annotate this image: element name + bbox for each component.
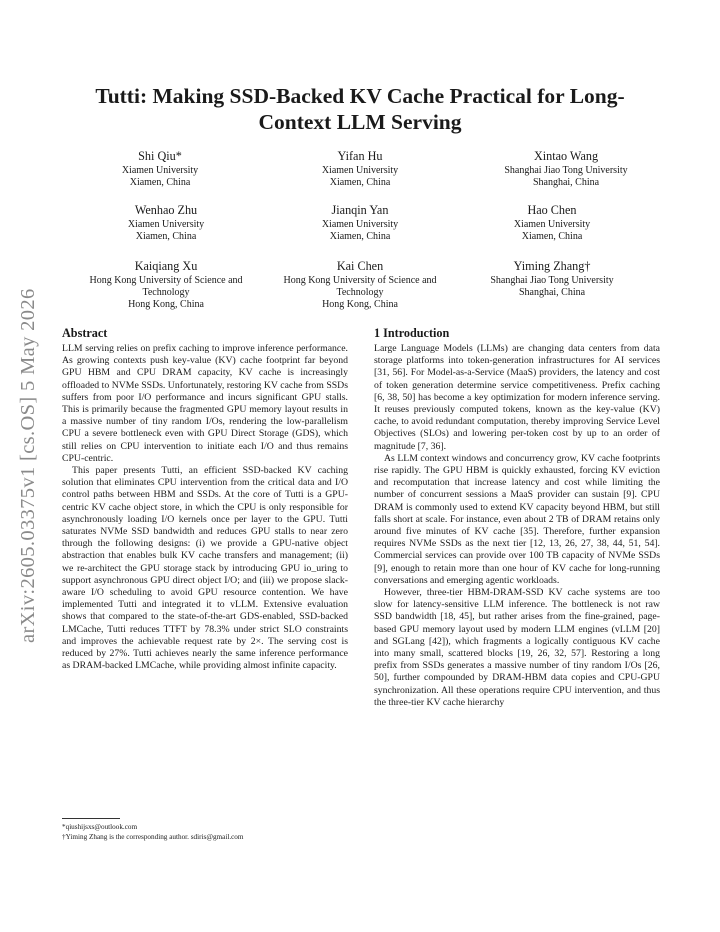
author-name: Wenhao Zhu [134,203,198,217]
author-location: Xiamen, China [521,231,583,242]
footnotes [62,822,348,842]
author-location: Xiamen, China [329,177,391,188]
author-name: Shi Qiu* [138,149,182,163]
paper-title: Tutti: Making SSD-Backed KV Cache Practical for Long-Context LLM Serving [95,84,625,134]
footnote-divider [62,818,120,819]
arxiv-identifier: arXiv:2605.03375v1 [cs.OS] 5 May 2026 [17,288,39,644]
author-affiliation: Shanghai Jiao Tong University [504,165,628,176]
introduction-heading: 1 Introduction [374,326,450,340]
author-name: Jianqin Yan [331,203,389,217]
author-location: Xiamen, China [129,177,191,188]
author-location: Hong Kong, China [322,299,398,310]
author-location: Xiamen, China [329,231,391,242]
author-name: Yifan Hu [337,149,383,163]
author-location: Xiamen, China [135,231,197,242]
author-block [452,203,652,243]
abstract-paragraph: This paper presents Tutti, an efficient SSD-backed KV caching solution that eliminates CPU intervention from the critical data and I/O control paths between HBM and SSDs. At the core of Tutti is a GPU-centric KV cache object store, in which the CPU is only responsible for asynchronously loading I/O kernels once per layer to the GPU. Tutti saturates NVMe SSD bandwidth and reduces GPU stalls to near zero through the following designs: (i) we provide a GPU-native object abstraction that enables bulk KV cache transfers and management; (ii) we re-architect the GPU storage stack by introducing GPU io_uring to support asynchronous GPU direct object I/O; and (iii) we propose slack-aware I/O scheduling to avoid GPU resource contention. We have implemented Tutti and integrated it to vLLM. Extensive evaluation shows that compared to the state-of-the-art GDS-enabled, SSD-backed LMCache, Tutti reduces TTFT by 78.3% under strict SLO constraints and improves the achievable request rate by 2×. The serving cost is reduced by 27%. Tutti achieves nearly the same inference performance as DRAM-backed LMCache, while providing almost infinite capacity. [62,465,348,672]
author-location: Shanghai, China [518,287,586,298]
author-affiliation: Xiamen University [121,165,199,176]
author-block [66,259,266,311]
author-block [260,203,460,243]
author-affiliation: Shanghai Jiao Tong University [490,275,614,286]
author-affiliation: Hong Kong University of Science and Technology [283,275,437,298]
author-block [60,149,260,189]
abstract-section [62,326,348,672]
author-affiliation: Xiamen University [513,219,591,230]
introduction-paragraph: As LLM context windows and concurrency grow, KV cache footprints rise rapidly. The GPU HBM is quickly exhausted, forcing KV eviction and recomputation that increase latency and cost while limiting the number of concurrent sessions a MaaS provider can sustain [9]. CPU DRAM is commonly used to extend KV capacity beyond HBM, but still falls short at scale. For instance, even about 2 TB of DRAM retains only around five minutes of KV cache [35]. Therefore, further expansion requires NVMe SSDs as the next tier [12, 13, 26, 27, 38, 44, 51, 54]. Commercial services can provide over 100 TB capacity of NVMe SSDs [9], enough to retain more than one hour of KV cache for long-running conversations and emerging agentic workloads. [374,452,660,586]
author-name: Yiming Zhang† [513,259,591,273]
abstract-heading: Abstract [62,326,108,340]
abstract-paragraph: LLM serving relies on prefix caching to improve inference performance. As growing contexts push key-value (KV) cache footprint far beyond GPU HBM and CPU DRAM capacity, KV cache is increasingly offloaded to NVMe SSDs. Unfortunately, restoring KV cache from SSDs suffers from poor I/O performance and incurs significant GPU stalls. This is primarily because the fragmented GPU memory layout results in a massive number of tiny random I/Os, rendering the low-parallelism CPU a severe bottleneck even with GPU Direct Storage (GDS), which still relies on CPU intervention to initiate each I/O and thus remains CPU-centric. [62,343,348,464]
author-block [66,203,266,243]
introduction-paragraph: However, three-tier HBM-DRAM-SSD KV cache systems are too slow for latency-sensitive LLM inference. The bottleneck is not raw SSD bandwidth [18, 45], but rather arises from the fine-grained, page-based GPU memory layout used by modern LLM engines (vLLM [20] and SGLang [42]), which fragments a logically contiguous KV cache into many small, scattered blocks [19, 26, 32, 57]. Restoring a long prefix from SSDs generates a massive number of tiny random I/Os [26, 50], further compounded by DRAM-HBM data copies and CPU-GPU synchronization. All these operations require CPU intervention, and thus the three-tier KV cache hierarchy [374,587,660,708]
author-block [466,149,666,189]
author-block [260,259,460,311]
introduction-section [374,326,660,709]
author-name: Xintao Wang [533,149,599,163]
author-block [260,149,460,189]
author-affiliation: Xiamen University [321,165,399,176]
introduction-paragraph: Large Language Models (LLMs) are changing data centers from data storage platforms into token-generation infrastructures for AI services [31, 56]. For Model-as-a-Service (MaaS) providers, the latency and cost of token generation determine service competitiveness. Prefix caching [6, 38, 50] has become a key optimization for modern inference serving. It reuses previously computed tokens, known as the key-value (KV) cache, to avoid redundant computation, thereby improving Service Level Objectives (SLOs) and lowering per-token cost by up to an order of magnitude [7, 36]. [374,343,660,452]
footnote-email: *qiushijsxs@outlook.com [62,823,138,831]
author-affiliation: Hong Kong University of Science and Technology [89,275,243,298]
author-name: Kai Chen [336,259,384,273]
author-name: Hao Chen [527,203,577,217]
author-name: Kaiqiang Xu [134,259,198,273]
author-affiliation: Xiamen University [321,219,399,230]
author-affiliation: Xiamen University [127,219,205,230]
footnote-corresponding-author: †Yiming Zhang is the corresponding author. sdiris@gmail.com [62,833,244,841]
author-block [452,259,652,299]
author-location: Shanghai, China [532,177,600,188]
author-location: Hong Kong, China [128,299,204,310]
